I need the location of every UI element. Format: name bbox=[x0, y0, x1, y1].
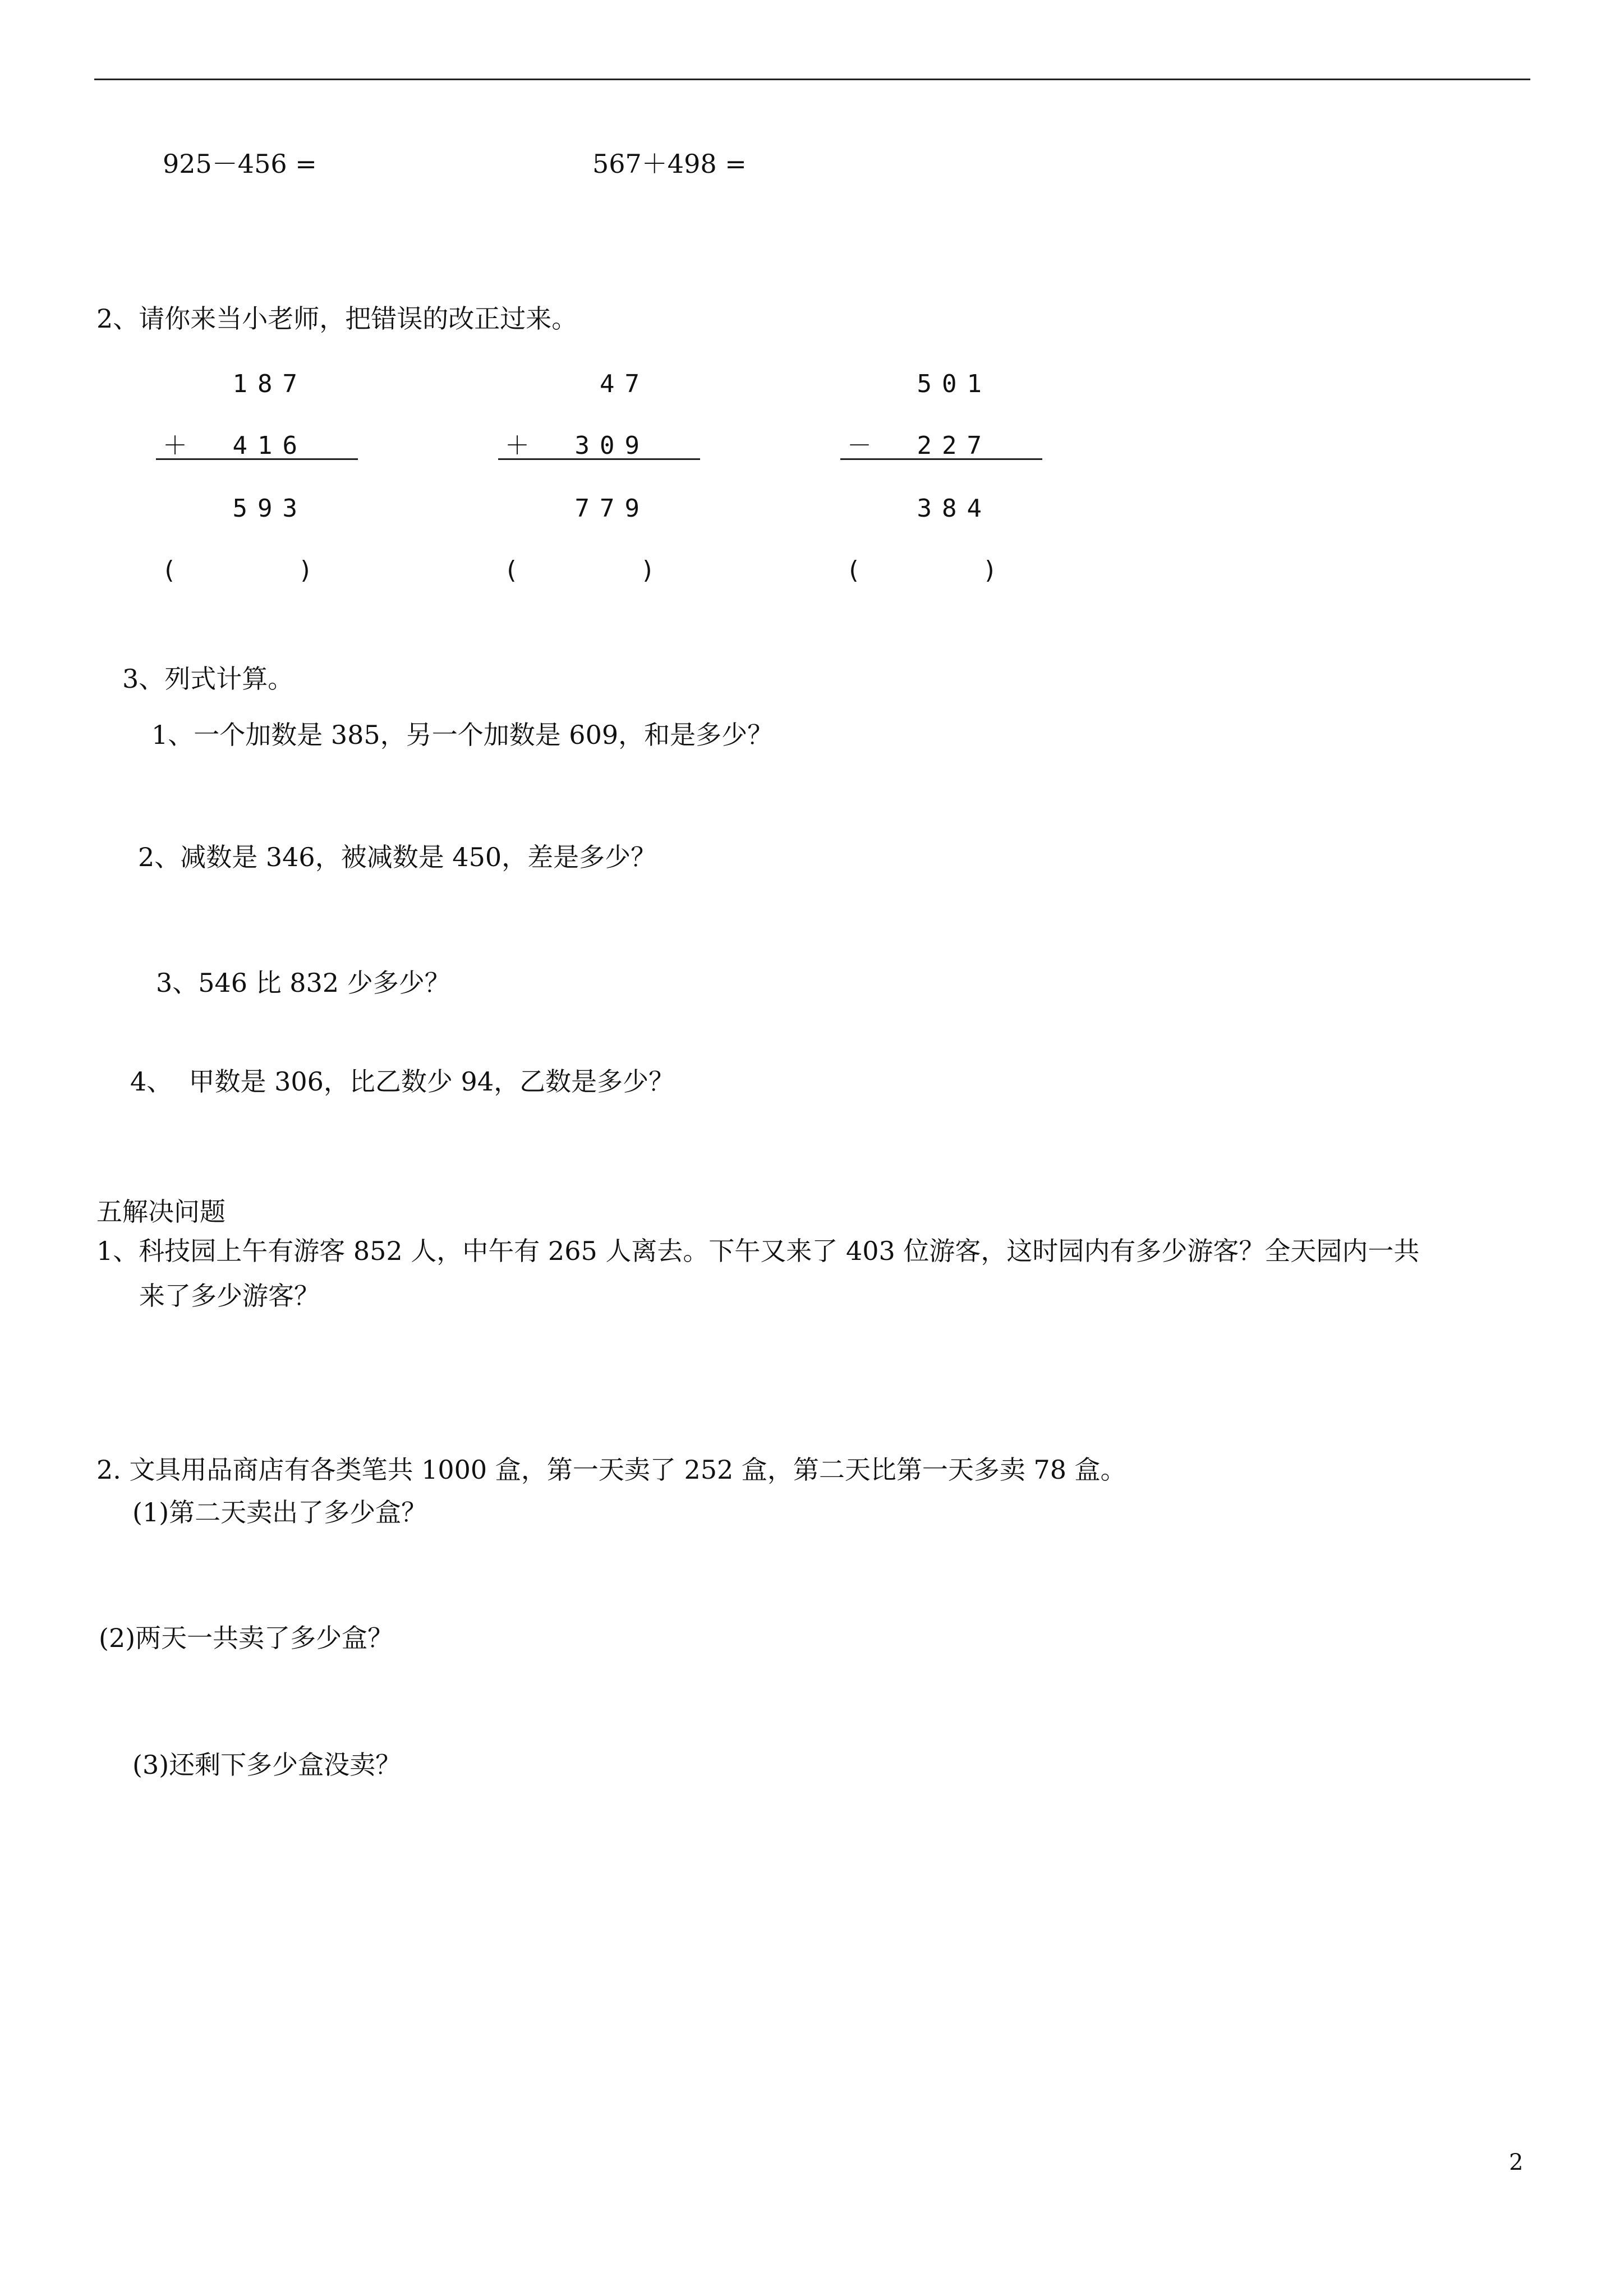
minuend-top: 501 bbox=[917, 370, 992, 398]
addend-top: 187 bbox=[232, 370, 307, 398]
result-value: 779 bbox=[574, 494, 650, 523]
operator-sign: ＋ bbox=[505, 431, 530, 460]
question-2-sub-2: (2)两天一共卖了多少盒？ bbox=[99, 1623, 394, 1653]
answer-paren-close: ) bbox=[640, 556, 655, 585]
section-3-item-3: 3、546 比 832 少多少？ bbox=[156, 968, 450, 998]
answer-paren-open: ( bbox=[504, 556, 519, 585]
answer-paren-open: ( bbox=[162, 556, 177, 585]
answer-paren-open: ( bbox=[846, 556, 861, 585]
sum-line bbox=[498, 458, 700, 460]
section-3-item-1: 1、一个加数是 385，另一个加数是 609，和是多少？ bbox=[151, 720, 774, 750]
question-2-sub-1: (1)第二天卖出了多少盒？ bbox=[132, 1497, 427, 1527]
answer-paren-close: ) bbox=[298, 556, 313, 585]
operator-sign: － bbox=[847, 431, 872, 460]
header-rule bbox=[94, 79, 1530, 80]
section-3-item-2: 2、减数是 346，被减数是 450，差是多少？ bbox=[138, 842, 657, 872]
section-5-title: 五解决问题 bbox=[96, 1197, 226, 1227]
difference-line bbox=[840, 458, 1042, 460]
page-number: 2 bbox=[1509, 2150, 1524, 2175]
operator-sign: ＋ bbox=[163, 431, 187, 460]
section-3-title: 3、列式计算。 bbox=[122, 664, 294, 694]
result-value: 593 bbox=[232, 494, 307, 523]
result-value: 384 bbox=[917, 494, 992, 523]
question-1-line-2: 来了多少游客？ bbox=[139, 1281, 320, 1311]
sum-line bbox=[156, 458, 358, 460]
question-2-intro: 2. 文具用品商店有各类笔共 1000 盒，第一天卖了 252 盒，第二天比第一天多卖 78 盒。 bbox=[96, 1455, 1126, 1485]
section-3-item-4: 4、 甲数是 306，比乙数少 94，乙数是多少？ bbox=[130, 1066, 675, 1097]
calc-problem-1: 925－456 = bbox=[163, 149, 317, 179]
question-1-line-1: 1、科技园上午有游客 852 人，中午有 265 人离去。下午又来了 403 位游客，这时园内有多少游客？全天园内一共 bbox=[96, 1236, 1420, 1266]
subtrahend-bottom: 227 bbox=[917, 431, 992, 460]
addend-top: 47 bbox=[600, 370, 650, 398]
question-2-sub-3: (3)还剩下多少盒没卖？ bbox=[132, 1750, 402, 1780]
section-2-title: 2、请你来当小老师，把错误的改正过来。 bbox=[96, 303, 578, 334]
addend-bottom: 309 bbox=[574, 431, 650, 460]
addend-bottom: 416 bbox=[232, 431, 307, 460]
answer-paren-close: ) bbox=[982, 556, 997, 585]
calc-problem-2: 567＋498 = bbox=[592, 149, 747, 179]
